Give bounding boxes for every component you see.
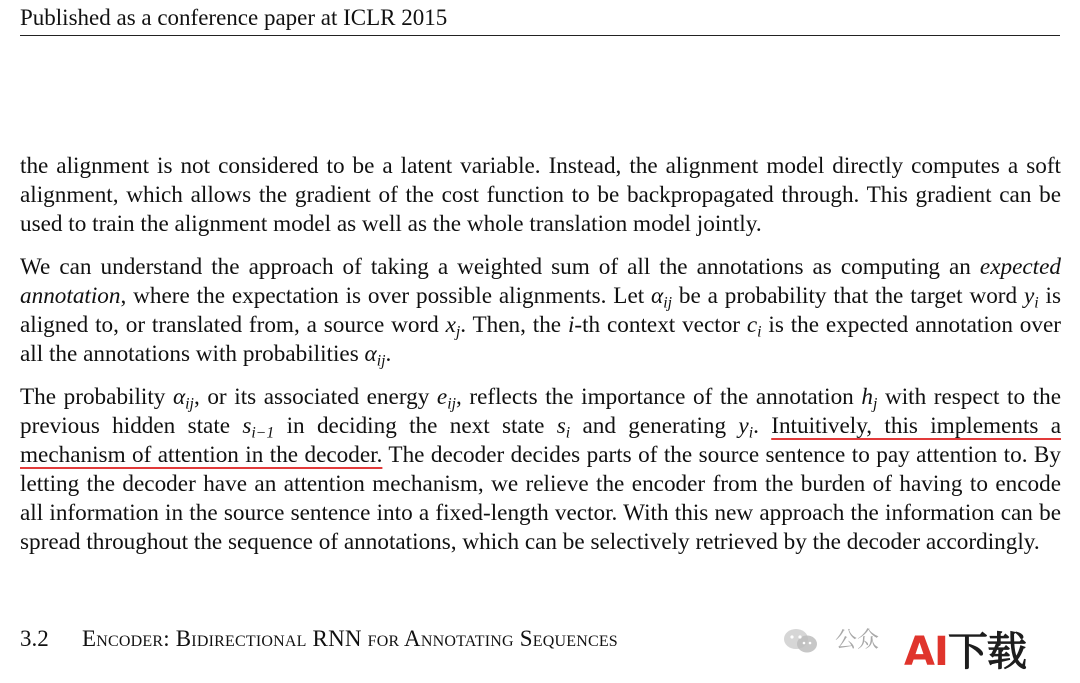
math-h-j: $h_j$: [861, 384, 878, 413]
math-alpha-ij: $\alpha_{ij}$: [364, 341, 386, 370]
section-heading: [20, 624, 618, 654]
math-s-i-minus-1: $s_{i-1}$: [242, 413, 275, 442]
math-x-j: $x_j$: [445, 312, 461, 341]
ai-download-logo: AI下载: [904, 629, 1026, 675]
section-number: 3.2: [20, 626, 49, 651]
math-y-i: $y_i$: [1023, 283, 1039, 312]
math-c-i: $c_i$: [746, 312, 762, 341]
math-alpha-ij: $\alpha_{ij}$: [173, 384, 194, 413]
math-e-ij: $e_{ij}$: [436, 384, 456, 413]
math-alpha-ij: $\alpha_{ij}$: [651, 283, 672, 312]
page-body: [20, 152, 1061, 571]
math-y-i: $y_i$: [738, 413, 754, 442]
math-s-i: $s_i$: [556, 413, 571, 442]
watermark-text: 公众: [835, 628, 880, 653]
paragraph-2: We can understand the approach of taking a weighted sum of all the annotations as computing an expected annotation, where the expectation is over possible alignments. Let $\alpha_{ij}$ be a probability that the target word $y_i$ is aligned to, or translated from, a source word $x_j$. Then, the i-th context vector $c_i$ is the expected annotation over all the annotations with probabilities $\alpha_{ij}$.: [20, 254, 1062, 370]
wechat-icon: [782, 626, 820, 656]
paragraph-1: the alignment is not considered to be a latent variable. Instead, the alignment model directly computes a soft alignment, which allows the gradient of the cost function to be backpropagated through. This gradient can be used to train the alignment model as well as the whole translation model jointly.: [20, 153, 1061, 237]
emphasis-expected-annotation: expected annotation: [20, 254, 1061, 309]
section-title: Encoder: Bidirectional RNN for Annotating Sequences: [82, 626, 618, 651]
running-header: Published as a conference paper at ICLR 2015: [20, 4, 1060, 36]
highlighted-sentence: Intuitively, this implements a mechanism of attention in the decoder.: [20, 413, 1062, 468]
paragraph-3: The probability $\alpha_{ij}$, or its associated energy $e_{ij}$, reflects the importance of the annotation $h_j$ with respect to the previous hidden state $s_{i-1}$ in deciding the next state $s_i$ and generating $y_i$. Intuitively, this implements a mechanism of attention in the decoder. The decoder decides parts of the source sentence to pay attention to. By letting the decoder have an attention mechanism, we relieve the encoder from the burden of having to encode all information in the source sentence into a fixed-length vector. With this new approach the information can be spread throughout the sequence of annotations, which can be selectively retrieved by the decoder accordingly.: [20, 384, 1062, 555]
math-i: i: [567, 312, 575, 338]
